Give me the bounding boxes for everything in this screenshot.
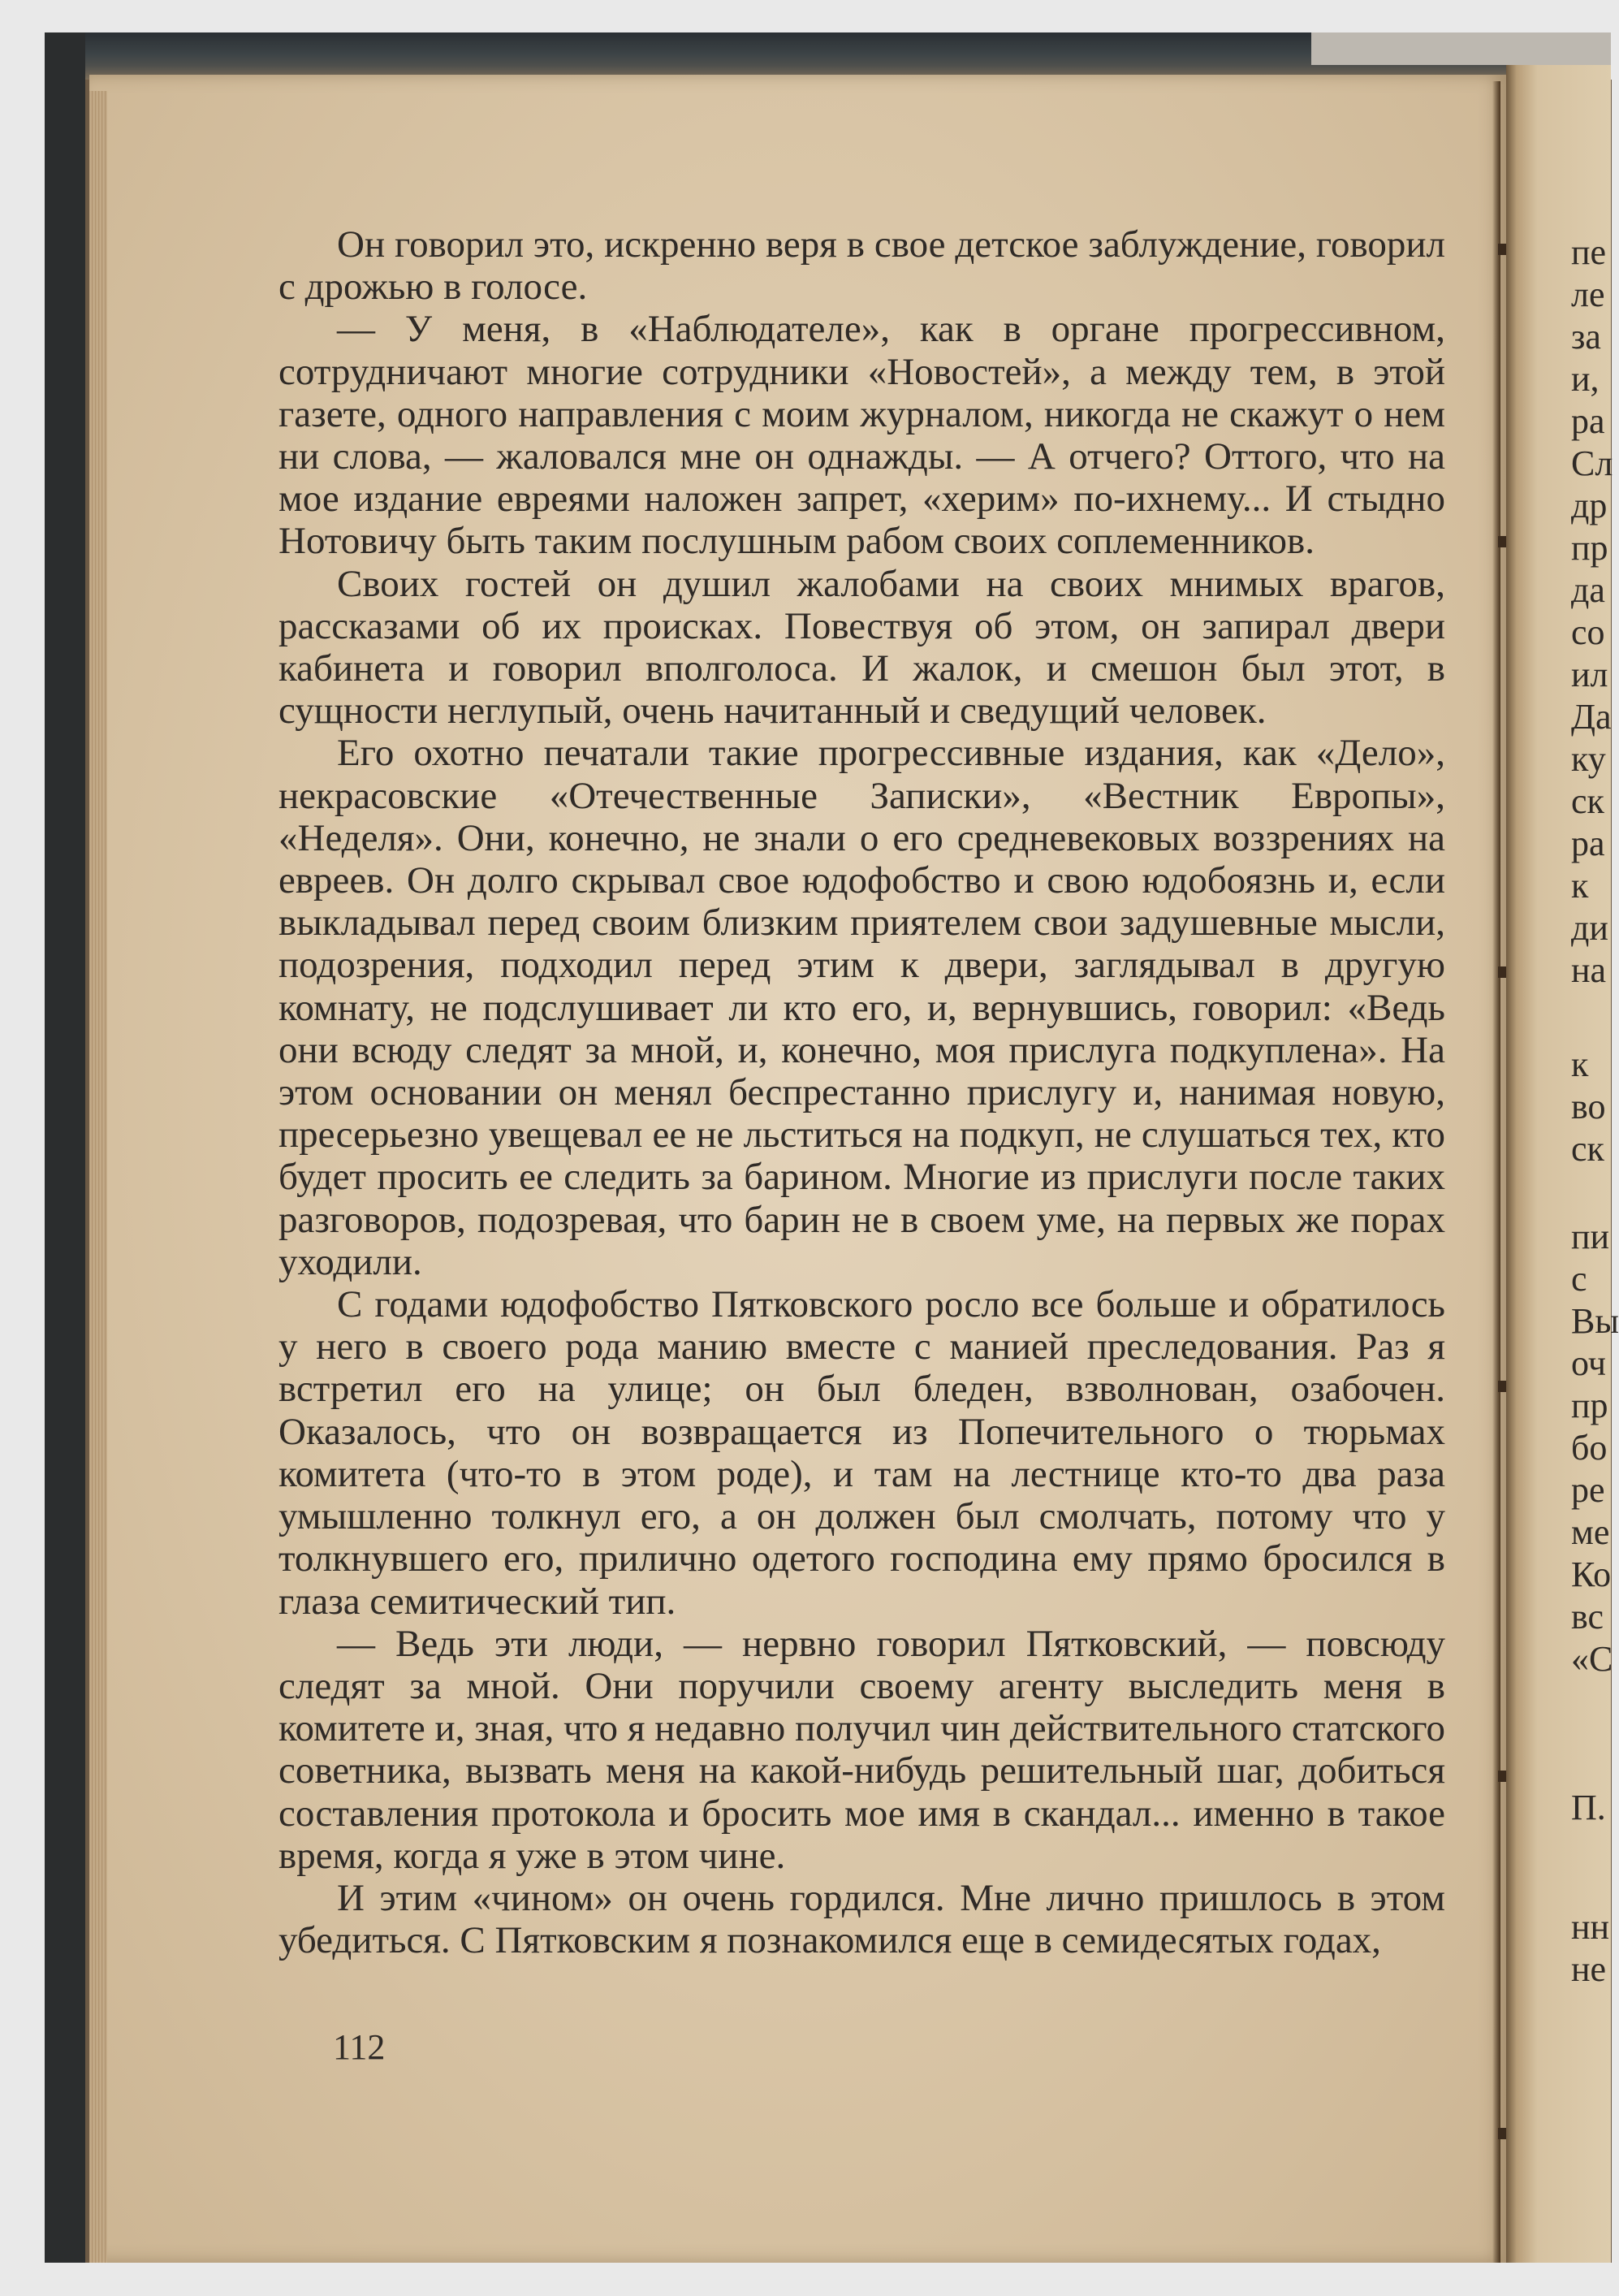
facing-line-fragment: на [1571,950,1607,990]
facing-line-fragment: пр [1571,1386,1608,1425]
binding-thread-marks [1498,81,1506,2263]
facing-line-fragment: вс [1571,1597,1604,1637]
scanner-frame-top [45,32,1611,80]
facing-line-fragment: «С [1571,1639,1613,1679]
facing-page-text [1571,0,1619,2296]
facing-line-fragment: к [1571,866,1589,906]
facing-line-fragment: П. [1571,1788,1606,1827]
page-edge-stack [89,91,107,2263]
facing-line-fragment: во [1571,1087,1606,1126]
paragraph: — У меня, в «Наблюдателе», как в органе прогрессивном, сотрудничают многие сотрудники «Новостей», а между тем, в этой газете, одного направления с моим журналом, никогда не скажут о нем ни слова, — жаловался мне он однажды. — А отчего? Оттого, что на мое издание евреями наложен запрет, «херим» по-ихнему... И стыдно Нотовичу быть таким послушным рабом своих соплеменников. [278,308,1445,563]
facing-line-fragment: Вы [1571,1301,1619,1341]
facing-line-fragment: да [1571,570,1605,610]
facing-line-fragment: ск [1571,781,1604,821]
torn-paper-strip [1311,32,1611,65]
facing-line-fragment: ск [1571,1129,1604,1169]
facing-line-fragment: и, [1571,359,1600,399]
facing-line-fragment: не [1571,1949,1607,1989]
paragraph: И этим «чином» он очень гордился. Мне лично пришлось в этом убедиться. С Пятковским я познакомился еще в семидесятых годах, [278,1876,1445,1962]
facing-line-fragment: с [1571,1259,1587,1299]
facing-line-fragment: нн [1571,1907,1610,1947]
facing-line-fragment: др [1571,486,1608,525]
facing-line-fragment: за [1571,317,1601,357]
facing-line-fragment: ку [1571,739,1606,779]
facing-line-fragment: Да [1571,697,1612,737]
facing-line-fragment: ди [1571,908,1608,948]
facing-line-fragment: ме [1571,1512,1610,1552]
scanner-frame-left [45,32,85,2263]
facing-line-fragment: ра [1571,401,1605,441]
facing-line-fragment: ле [1571,275,1605,314]
facing-line-fragment: ра [1571,824,1605,863]
paragraph: Он говорил это, искренно веря в свое детское заблуждение, говорил с дрожью в голосе. [278,223,1445,309]
paragraph: — Ведь эти люди, — нервно говорил Пятковский, — повсюду следят за мной. Они поручили своему агенту выследить меня в комитете и, зная, что я недавно получил чин действительного статского советника, вызвать меня на какой-нибудь решительный шаг, добиться составления протокола и бросить мое имя в скандал... именно в такое время, когда я уже в этом чине. [278,1622,1445,1877]
facing-line-fragment: к [1571,1044,1589,1084]
paragraph: Его охотно печатали такие прогрессивные издания, как «Дело», некрасовские «Отечественные Записки», «Вестник Европы», «Неделя». Они, конечно, не знали о его средневековых воззрениях на евреев. Он долго скрывал свое юдофобство и свою юдобоязнь и, если выкладывал перед своим близким приятелем свои задушевные мысли, подозрения, подходил перед этим к двери, заглядывал в другую комнату, не подслушивает ли кто его, и, вернувшись, говорил: «Ведь они всюду следят за мной, и, конечно, моя прислуга подкуплена». На этом основании он менял беспрестанно прислугу и, нанимая новую, пресерьезно увещевал ее не льститься на подкуп, не слушаться тех, кто будет просить ее следить за барином. Многие из прислуги после таких разговоров, подозревая, что барин не в своем уме, на первых же порах уходили. [278,732,1445,1283]
page-body-text [278,223,1445,1961]
facing-line-fragment: пр [1571,528,1608,568]
paragraph: С годами юдофобство Пятковского росло все больше и обратилось у него в своего рода манию вместе с манией преследования. Раз я встретил его на улице; он был бледен, взволнован, озабочен. Оказалось, что он возвращается из Попечительного о тюрьмах комитета (что-то в этом роде), и там на лестнице кто-то два раза умышленно толкнул его, а он должен был смолчать, потому что у толкнувшего его, прилично одетого господина ему прямо бросился в глаза семитический тип. [278,1283,1445,1623]
page-number: 112 [333,2027,386,2067]
facing-line-fragment: Сл [1571,443,1613,483]
facing-line-fragment: со [1571,612,1605,652]
facing-line-fragment: бо [1571,1428,1608,1468]
facing-line-fragment: Ко [1571,1554,1612,1594]
facing-line-fragment: пе [1571,232,1607,272]
paragraph: Своих гостей он душил жалобами на своих мнимых врагов, рассказами об их происках. Повествуя об этом, он запирал двери кабинета и говорил вполголоса. И жалок, и смешон был этот, в сущности неглупый, очень начитанный и сведущий человек. [278,562,1445,733]
facing-line-fragment: ре [1571,1470,1605,1510]
facing-line-fragment: ил [1571,655,1608,694]
facing-line-fragment: пи [1571,1217,1610,1256]
facing-line-fragment: оч [1571,1343,1606,1383]
